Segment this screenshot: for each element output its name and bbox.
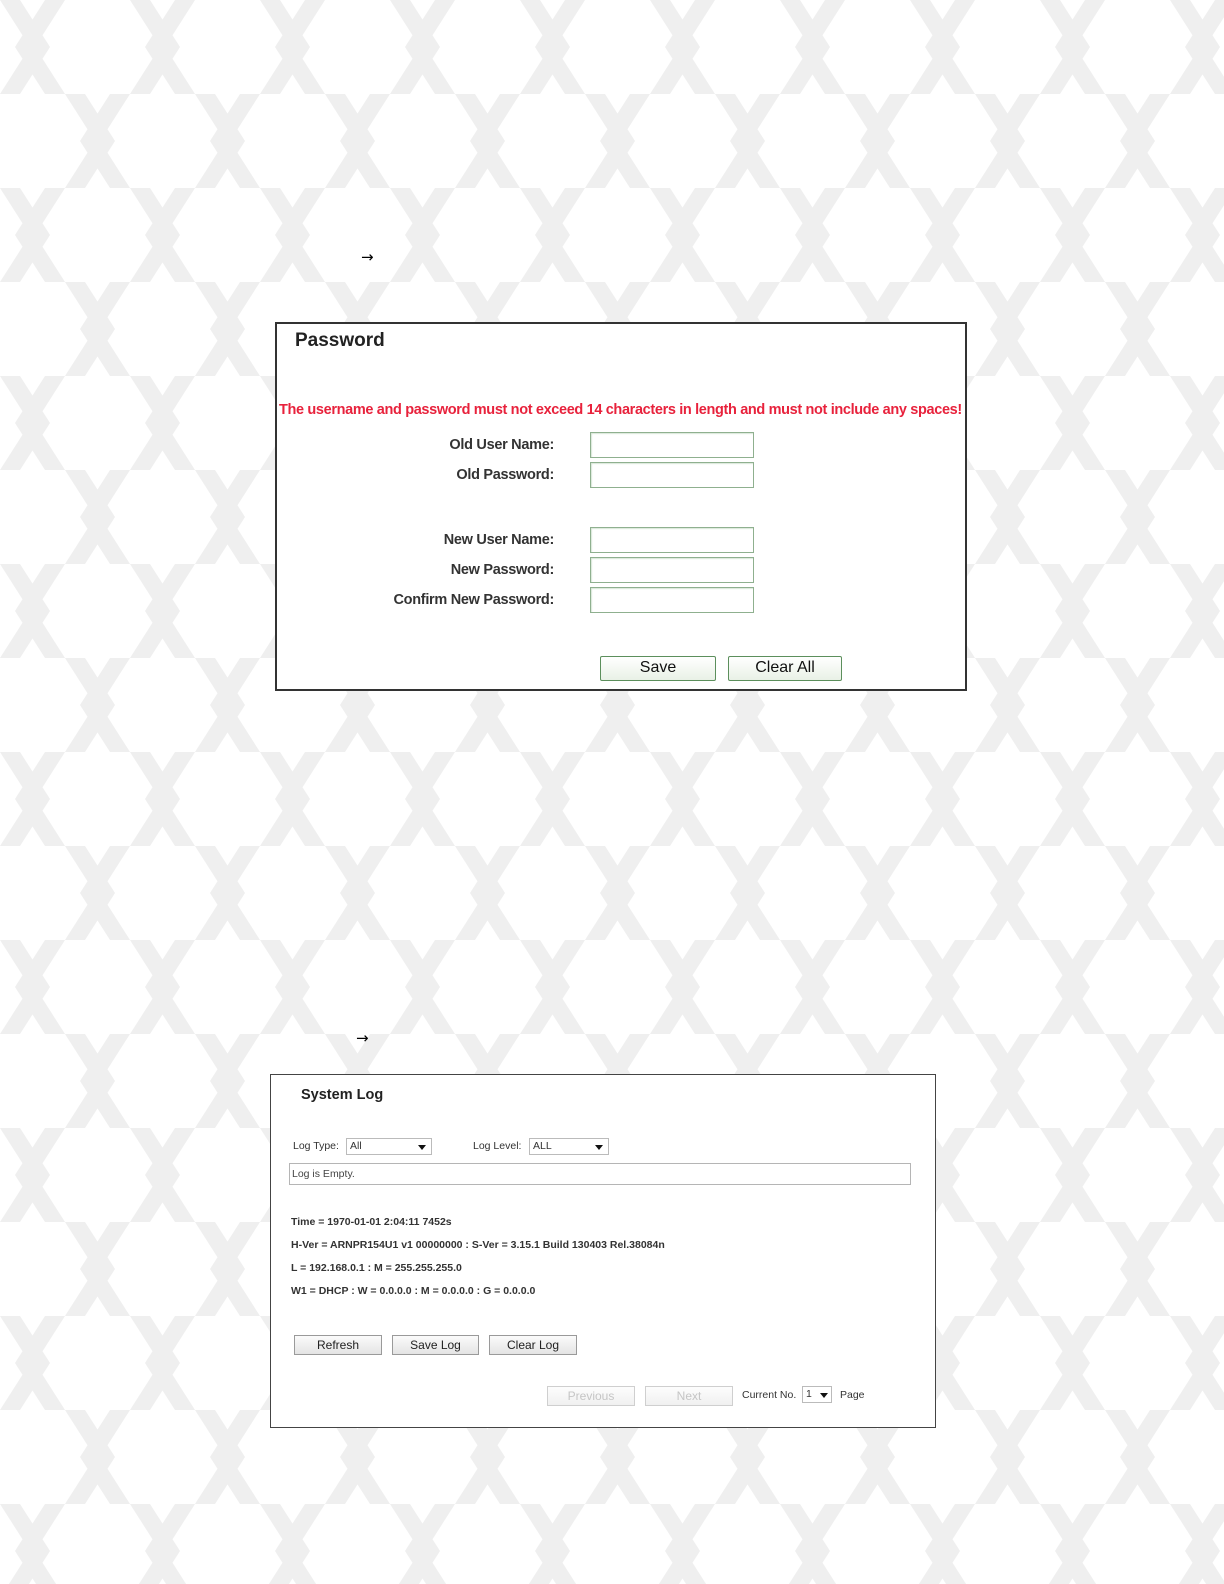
log-type-select[interactable] <box>346 1138 432 1155</box>
current-no-label: Current No. <box>742 1389 797 1401</box>
password-warning: The username and password must not exceed 14 characters in length and must not include any spaces! <box>279 402 962 418</box>
old-username-input[interactable] <box>590 432 754 458</box>
old-password-label: Old Password: <box>456 467 554 483</box>
log-level-select[interactable] <box>529 1138 609 1155</box>
info-lan: L = 192.168.0.1 : M = 255.255.255.0 <box>291 1262 462 1274</box>
log-level-label: Log Level: <box>473 1140 522 1152</box>
next-button[interactable]: Next <box>645 1386 733 1406</box>
info-wan: W1 = DHCP : W = 0.0.0.0 : M = 0.0.0.0 : G = 0.0.0.0 <box>291 1285 536 1297</box>
new-username-input[interactable] <box>590 527 754 553</box>
new-password-input[interactable] <box>590 557 754 583</box>
old-password-input[interactable] <box>590 462 754 488</box>
save-log-button[interactable]: Save Log <box>392 1335 479 1355</box>
new-password-row <box>277 557 969 585</box>
page-label: Page <box>840 1389 865 1401</box>
old-password-row <box>277 462 969 490</box>
password-title: Password <box>295 330 385 351</box>
chevron-down-icon <box>595 1145 603 1150</box>
log-type-value: All <box>350 1140 362 1152</box>
clear-log-button[interactable]: Clear Log <box>489 1335 577 1355</box>
chevron-down-icon <box>418 1145 426 1150</box>
page-select[interactable] <box>802 1386 832 1403</box>
old-username-label: Old User Name: <box>449 437 554 453</box>
clear-all-button[interactable]: Clear All <box>728 656 842 681</box>
log-level-value: ALL <box>533 1140 552 1152</box>
confirm-password-label: Confirm New Password: <box>393 592 554 608</box>
system-log-panel <box>270 1074 936 1428</box>
new-username-label: New User Name: <box>443 532 554 548</box>
confirm-password-input[interactable] <box>590 587 754 613</box>
log-type-label: Log Type: <box>293 1140 339 1152</box>
confirm-password-row <box>277 587 969 615</box>
chevron-down-icon <box>820 1393 828 1398</box>
log-content-box: Log is Empty. <box>289 1163 911 1185</box>
new-password-label: New Password: <box>450 562 554 578</box>
password-panel <box>275 322 967 691</box>
new-username-row <box>277 527 969 555</box>
arrow-icon: → <box>361 248 374 266</box>
previous-button[interactable]: Previous <box>547 1386 635 1406</box>
arrow-icon: → <box>356 1029 369 1047</box>
page-select-value: 1 <box>806 1388 812 1400</box>
save-button[interactable]: Save <box>600 656 716 681</box>
refresh-button[interactable]: Refresh <box>294 1335 382 1355</box>
system-log-title: System Log <box>301 1087 384 1103</box>
old-username-row <box>277 432 969 460</box>
info-time: Time = 1970-01-01 2:04:11 7452s <box>291 1216 452 1228</box>
info-version: H-Ver = ARNPR154U1 v1 00000000 : S-Ver = 3.15.1 Build 130403 Rel.38084n <box>291 1239 665 1251</box>
